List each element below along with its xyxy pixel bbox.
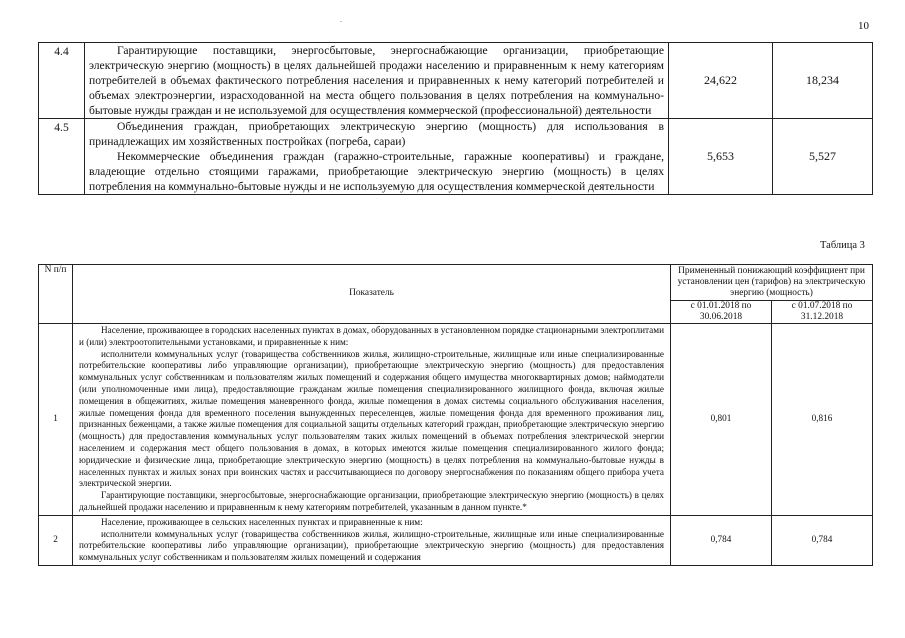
description-paragraph: исполнители коммунальных услуг (товарищества собственников жилья, жилищно-строительные, жилищные или иные специализированные потребительские кооперативы либо управляющие организации), приобретающие электрическую энергию (мощность) для предоставления коммунальных услуг собственникам и пользователям жилых помещений и содержания bbox=[79, 528, 664, 563]
description-paragraph: Гарантирующие поставщики, энергосбытовые, энергоснабжающие организации, приобретающие электрическую энергию (мощность) в целях дальнейшей продажи населению и приравненным к нему категориям потребителей, указанным в данном пункте.* bbox=[79, 490, 664, 512]
value-period-2: 5,527 bbox=[773, 119, 873, 195]
header-period-1: с 01.01.2018 по 30.06.2018 bbox=[671, 301, 772, 324]
value-period-2: 0,784 bbox=[772, 515, 873, 565]
value-period-2: 0,816 bbox=[772, 324, 873, 516]
header-period-2: с 01.07.2018 по 31.12.2018 bbox=[772, 301, 873, 324]
description-paragraph: Объединения граждан, приобретающих электрическую энергию (мощность) для использования в принадлежащих им хозяйственных постройках (погреба, сараи) bbox=[89, 120, 664, 148]
table-row bbox=[39, 43, 873, 119]
description-paragraph: Некоммерческие объединения граждан (гаражно-строительные, гаражные кооперативы) и граждане, владеющие отдельно стоящими гаражами, приобретающие электрическую энергию (мощность) в целях потребления на коммунально-бытовые нужды и не используемую для осуществления коммерческой деятельности bbox=[89, 150, 664, 193]
value-period-2: 18,234 bbox=[773, 43, 873, 119]
value-period-1: 24,622 bbox=[669, 43, 773, 119]
header-number: N п/п bbox=[39, 265, 73, 324]
coefficient-table bbox=[38, 264, 873, 566]
value-period-1: 5,653 bbox=[669, 119, 773, 195]
row-description bbox=[85, 43, 669, 119]
row-description bbox=[73, 515, 671, 565]
row-number: 4.5 bbox=[39, 119, 85, 195]
description-paragraph: Население, проживающее в сельских населенных пунктах и приравненные к ним: bbox=[101, 516, 423, 527]
value-period-1: 0,801 bbox=[671, 324, 772, 516]
header-row bbox=[39, 265, 873, 301]
header-coefficient: Примененный понижающий коэффициент при установлении цен (тарифов) на электрическую энергию (мощность) bbox=[671, 265, 873, 301]
row-number: 2 bbox=[39, 515, 73, 565]
row-description bbox=[85, 119, 669, 195]
table-row bbox=[39, 119, 873, 195]
description-paragraph: Гарантирующие поставщики, энергосбытовые, энергоснабжающие организации, приобретающие электрическую энергию (мощность) в целях дальнейшей продажи населению и приравненным к нему категориям потребителей в объемах фактического потребления населения и приравненных к нему категорий потребителей и объемах электроэнергии, израсходованной на места общего пользования в целях потребления на коммунально-бытовые нужды граждан и не используемой для осуществления коммерческой (профессиональной) деятельности bbox=[89, 44, 664, 117]
row-description bbox=[73, 324, 671, 516]
row-number: 1 bbox=[39, 324, 73, 516]
table-caption: Таблица 3 bbox=[820, 240, 865, 251]
page-number: 10 bbox=[858, 20, 869, 32]
row-number: 4.4 bbox=[39, 43, 85, 119]
table-row bbox=[39, 324, 873, 516]
table-row bbox=[39, 515, 873, 565]
header-indicator: Показатель bbox=[73, 265, 671, 324]
stray-dot: . bbox=[340, 15, 342, 24]
description-paragraph: исполнители коммунальных услуг (товарищества собственников жилья, жилищно-строительные, жилищные или иные специализированные потребительские кооперативы либо управляющие организации), приобретающие электрическую энергию (мощность) для предоставления коммунальных услуг собственникам и пользователям жилых помещений и содержания общего имущества многоквартирных домов; наймодатели (или уполномоченные ими лица), предоставляющие гражданам жилые помещения специализированного жилищного фонда, включая жилые помещения в общежитиях, жилые помещения маневренного фонда, жилые помещения в домах системы социального обслуживания населения, жилые помещения фонда для временного поселения вынужденных переселенцев, жилые помещения фонда для временного проживания лиц, признанных беженцами, а также жилые помещения для социальной защиты отдельных категорий граждан, приобретающие электрическую энергию (мощность) для предоставления коммунальных услуг пользователям таких жилых помещений в объемах потребления электрической энергии населением и содержания мест общего пользования в домах, в которых имеются жилые помещения специализированного жилого фонда; юридические и физические лица, приобретающие электрическую энергию (мощность) в целях потребления на коммунально-бытовые нужды в населенных пунктах и жилых зонах при воинских частях и рассчитывающиеся по договору энергоснабжения по показаниям общего прибора учета электрической энергии. bbox=[79, 348, 664, 489]
description-paragraph: Население, проживающее в городских населенных пунктах в домах, оборудованных в установленном порядке стационарными электроплитами и (или) электроотопительными установками, и приравненные к ним: bbox=[79, 325, 664, 347]
value-period-1: 0,784 bbox=[671, 515, 772, 565]
tariff-table-continued bbox=[38, 42, 873, 195]
